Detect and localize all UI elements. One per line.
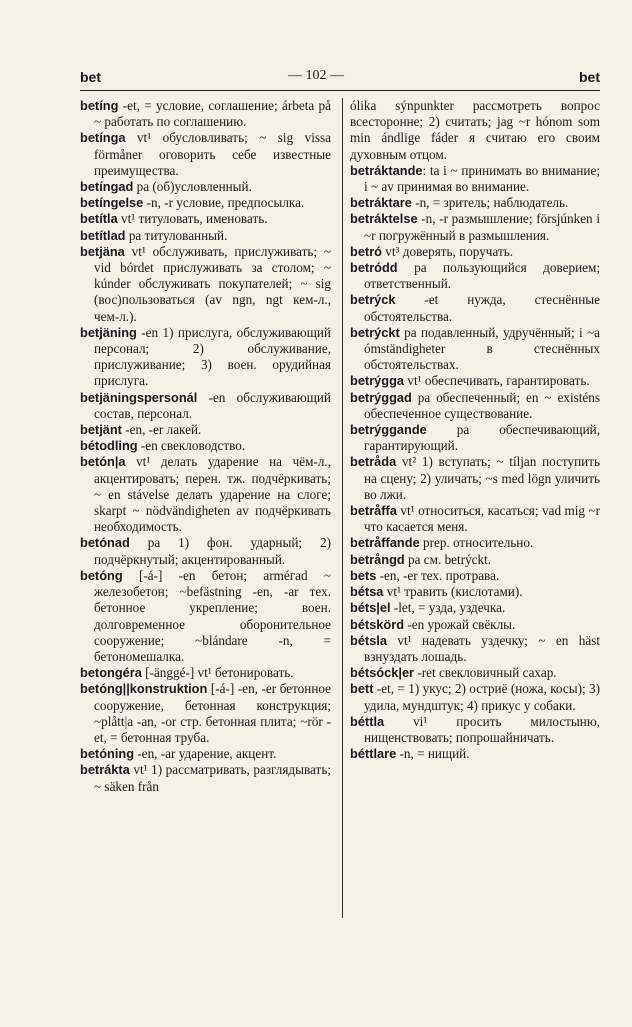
dictionary-entry [80, 535, 331, 567]
entry-definition: vt¹ обеспечивать, гарантировать. [404, 373, 590, 389]
dictionary-entry [80, 228, 331, 244]
entry-definition: -et нужда, стеснённые обстоятельства. [364, 292, 600, 324]
entry-definition: -n, -r условие, предпосылка. [143, 195, 305, 211]
dictionary-entry [80, 325, 331, 390]
dictionary-entry [350, 422, 600, 454]
entry-headword: betjäningspersonál [80, 389, 198, 405]
entry-headword: béttla [350, 713, 385, 729]
entry-headword: béts|el [350, 600, 391, 616]
dictionary-entry [350, 454, 600, 503]
entry-headword: betródd [350, 260, 398, 276]
entry-definition: -n, = зритель; наблюдатель. [411, 195, 569, 211]
dictionary-entry [350, 503, 600, 535]
entry-definition: [-änggé-] vt¹ бетонировать. [141, 665, 294, 681]
entry-definition: -en, -er лакей. [121, 422, 202, 438]
dictionary-entry [350, 195, 600, 211]
dictionary-entry [80, 746, 331, 762]
dictionary-entry [350, 714, 600, 746]
entry-definition: -let, = узда, уздечка. [390, 600, 506, 616]
dictionary-entry [80, 179, 331, 195]
entry-definition: pa см. betrýckt. [404, 551, 492, 567]
entry-definition: vi¹ просить милостыню, нищенствовать; попрошайничать. [364, 713, 600, 745]
header-right-word: bet [579, 69, 600, 85]
dictionary-entry [350, 600, 600, 616]
entry-definition: -en, -ar ударение, акцент. [134, 746, 277, 762]
entry-headword: betínga [80, 130, 126, 146]
entry-headword: bets [350, 567, 377, 583]
entry-definition: : ta i ~ принимать во внимание; i ~ av принимая во внимание. [364, 162, 600, 195]
dictionary-entry [350, 163, 600, 195]
entry-definition: [-á-] -en, -er бетонное сооружение, бетонная конструкция; ~plått|a -an, -or стр. бетонная плита; ~rör -et, = бетонная труба. [94, 681, 331, 745]
dictionary-entry [80, 438, 331, 454]
entry-headword: betíngad [80, 179, 134, 195]
entry-definition: vt² 1) вступать; ~ tíljan поступить на сцену; 2) уличать; ~s med lögn уличить во лжи. [364, 454, 600, 502]
entry-definition: vt¹ обслуживать, прислуживать; ~ vid bórdet прислуживать за столом; ~ kúnder обслуживать покупателей; ~ sig (вос)пользоваться (av ngn, ngt кем-л., чем-л.). [94, 243, 331, 324]
dictionary-entry [350, 244, 600, 260]
entry-headword: betráktelse [350, 211, 418, 227]
entry-headword: bétodling [80, 438, 138, 454]
entry-headword: bett [350, 681, 374, 697]
entry-headword: betrýgga [350, 373, 405, 389]
entry-definition: pa титулованный. [125, 227, 228, 243]
dictionary-entry [80, 211, 331, 227]
entry-headword: betjäning [80, 324, 137, 340]
entry-headword: betrýggande [350, 422, 427, 438]
entry-definition: -n, -r размышление; försjúnken i ~r погружённый в размышления. [364, 211, 600, 243]
dictionary-entry [350, 373, 600, 389]
dictionary-entry [80, 568, 331, 665]
dictionary-entry [80, 195, 331, 211]
entry-definition: pa пользующийся доверием; ответственный. [364, 260, 600, 292]
dictionary-entry [350, 617, 600, 633]
entry-headword: bétsóck|er [350, 665, 415, 681]
entry-headword: betrýckt [350, 324, 400, 340]
entry-headword: bétsla [350, 632, 387, 648]
dictionary-entry [350, 568, 600, 584]
entry-definition: -ret свекловичный сахар. [414, 665, 557, 681]
entry-headword: betrýggad [350, 389, 412, 405]
entry-headword: betráktare [350, 195, 412, 211]
entry-headword: betítlad [80, 227, 126, 243]
entry-headword: betråda [350, 454, 397, 470]
entry-definition: pa обеспечивающий, гарантирующий. [364, 422, 600, 454]
entry-definition: vt¹ относиться, касаться; vad mig ~r что касается меня. [364, 503, 600, 535]
dictionary-entry [350, 535, 600, 551]
dictionary-entry [350, 552, 600, 568]
dictionary-entry [350, 98, 600, 163]
dictionary-entry [80, 130, 331, 179]
left-column [80, 98, 331, 795]
entry-headword: betítla [80, 211, 118, 227]
entry-definition: vt¹ обусловливать; ~ sig vissa förmåner оговорить себе известные преимущества. [94, 130, 331, 178]
dictionary-entry [80, 681, 331, 746]
dictionary-entry [350, 665, 600, 681]
dictionary-entry [350, 584, 600, 600]
entry-definition: vt¹ надевать уздечку; ~ en häst взнуздать лошадь. [364, 632, 600, 664]
entry-definition: prep. относительно. [419, 535, 534, 551]
dictionary-entry [350, 681, 600, 713]
entry-headword: betóning [80, 746, 135, 762]
entry-definition: -et, = 1) укус; 2) остриё (ножа, косы); 3) удила, мундштук; 4) прикус у собаки. [364, 681, 600, 713]
header-left-word: bet [80, 69, 101, 85]
entry-definition: -en 1) прислуга, обслуживающий персонал; 2) обслуживание, прислуживание; 3) воен. орудийная прислуга. [94, 324, 331, 389]
entry-definition: vt³ доверять, поручать. [382, 243, 514, 259]
entry-definition: vt¹ травить (кислотами). [383, 584, 523, 600]
entry-definition: -en обслуживающий состав, персонал. [94, 389, 331, 421]
entry-headword: béttlare [350, 746, 397, 762]
entry-definition: [-á-] -en бетон; arméгad ~ железобетон; ~befästning -en, -ar тех. бетонное укрепление; воен. долговременное оборонительное сооружение; ~blándare -n, = бетономешалка. [94, 567, 331, 664]
entry-definition: pa (об)условленный. [133, 179, 252, 195]
entry-definition: -n, = нищий. [396, 746, 470, 762]
dictionary-entry [80, 422, 331, 438]
entry-headword: betró [350, 243, 382, 259]
entry-headword: betongéra [80, 665, 142, 681]
entry-headword: betráktande [350, 162, 423, 178]
entry-headword: betrångd [350, 551, 405, 567]
entry-headword: betíngelse [80, 195, 144, 211]
entry-headword: betrákta [80, 762, 130, 778]
entry-definition: vt¹ делать ударение на чём-л., акцентировать; перен. тж. подчёркивать; ~ en stávelse делать ударение на слоге; skarpt ~ nödvändigheten av подчёркивать необходимость. [94, 454, 331, 535]
entry-definition: pa подавленный, удручённый; i ~a ómständigheter в стеснённых обстоятельствах. [364, 324, 600, 373]
page-number: — 102 — [288, 68, 344, 83]
header-rule [80, 90, 600, 91]
entry-headword: bétsa [350, 584, 384, 600]
dictionary-entry [350, 633, 600, 665]
dictionary-entry [80, 390, 331, 422]
dictionary-entry [80, 762, 331, 794]
entry-headword: betråffa [350, 503, 397, 519]
entry-definition: -en, -er тех. протрава. [376, 567, 500, 583]
entry-definition: -en урожай свёклы. [404, 616, 516, 632]
entry-headword: betíng [80, 98, 119, 113]
dictionary-entry [80, 244, 331, 325]
dictionary-entry [350, 746, 600, 762]
right-column [350, 98, 600, 762]
column-divider [342, 98, 343, 918]
entry-definition: vt¹ титуловать, именовать. [117, 211, 268, 227]
dictionary-entry [80, 98, 331, 130]
entry-headword: betjänt [80, 422, 122, 438]
entry-headword: betråffande [350, 535, 420, 551]
entry-headword: betón|a [80, 454, 126, 470]
entry-definition: pa обеспеченный; en ~ existéns обеспеченное существование. [364, 389, 600, 421]
dictionary-entry [350, 211, 600, 243]
entry-definition: -en свекловодство. [137, 438, 246, 454]
entry-headword: betónad [80, 535, 130, 551]
entry-definition: vt¹ 1) рассматривать, разглядывать; ~ säken från [94, 762, 331, 794]
entry-definition: ólika sýnpunkter рассмотреть вопрос всесторонне; 2) считать; jag ~r hónom som min ándlige fáder я считаю его своим духовным отцом. [350, 98, 600, 162]
entry-definition: pa 1) фон. ударный; 2) подчёркнутый; акцентированный. [94, 535, 331, 567]
dictionary-entry [350, 292, 600, 324]
dictionary-entry [80, 454, 331, 535]
dictionary-entry [80, 665, 331, 681]
dictionary-entry [350, 260, 600, 292]
entry-headword: bétskörd [350, 616, 405, 632]
entry-headword: betjäna [80, 243, 125, 259]
entry-headword: betóng [80, 567, 123, 583]
entry-definition: -et, = условие, соглашение; árbeta på ~ работать по соглашению. [94, 98, 331, 130]
entry-headword: betóng||konstruktion [80, 681, 208, 697]
dictionary-entry [350, 325, 600, 374]
dictionary-entry [350, 390, 600, 422]
entry-headword: betrýck [350, 292, 396, 308]
